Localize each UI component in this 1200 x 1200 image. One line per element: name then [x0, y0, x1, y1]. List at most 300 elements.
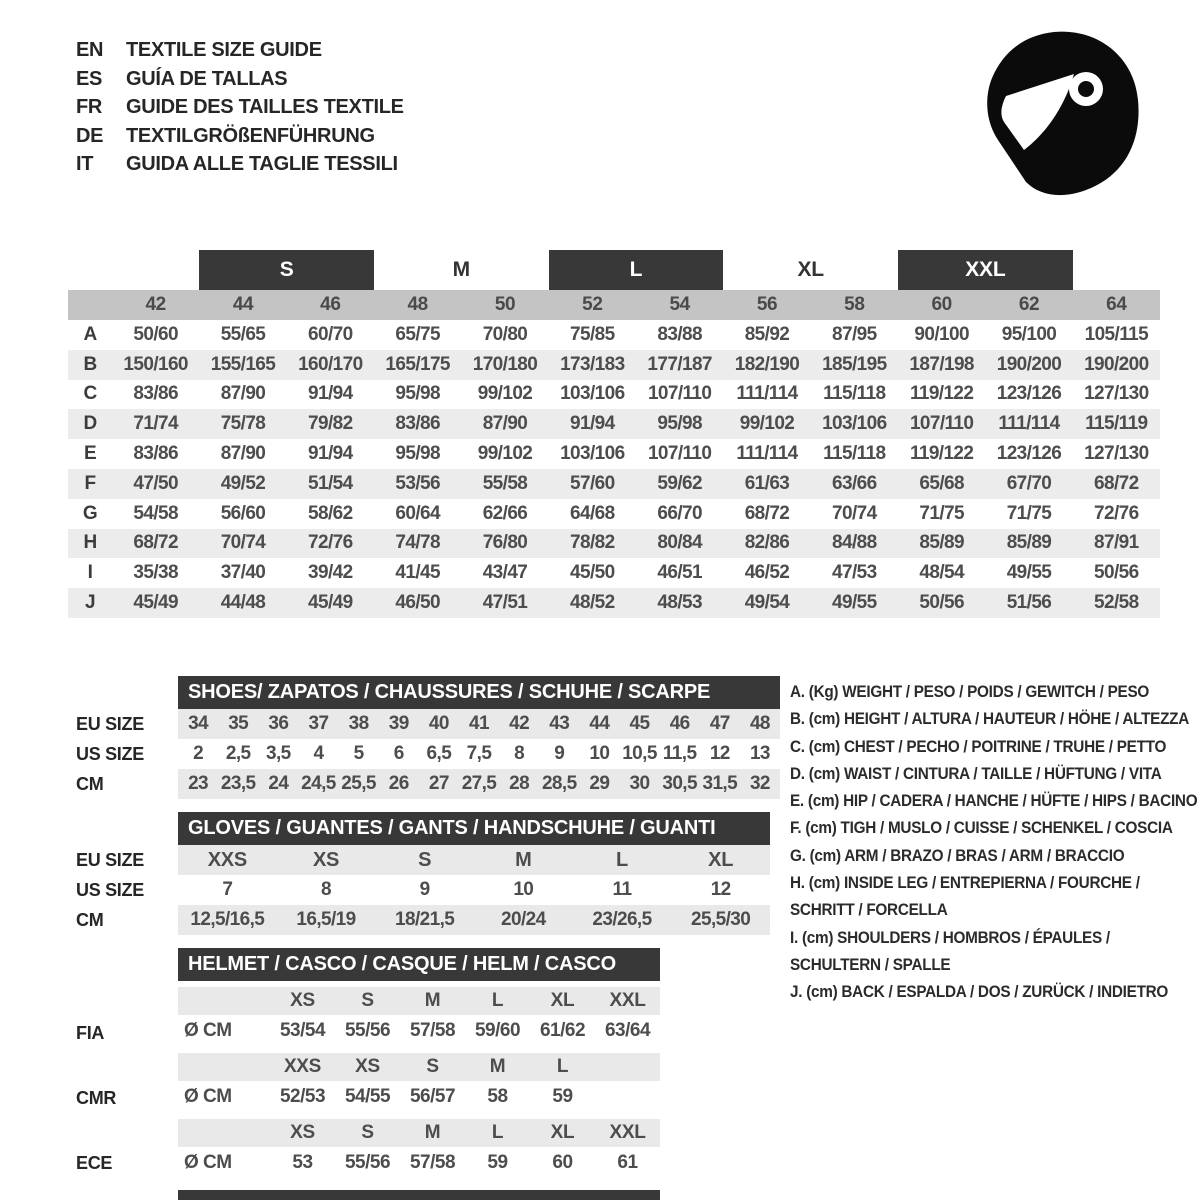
gloves-size-table	[178, 812, 770, 935]
size-cell: 87/90	[220, 443, 266, 465]
helmet-values-row	[178, 1081, 660, 1113]
measurement-row	[68, 469, 1160, 499]
size-cell: 115/119	[1085, 413, 1148, 435]
shoes-eu-size-label: EU SIZE	[76, 714, 144, 734]
row-label: A	[83, 323, 97, 345]
size-cell: 13	[749, 743, 770, 764]
size-cell: 38	[348, 713, 369, 734]
helmet-size-cell: XXL	[609, 990, 646, 1011]
size-cell: 173/183	[560, 353, 625, 375]
size-cell: 35	[228, 713, 249, 734]
size-column-header: 58	[844, 294, 865, 315]
legend-line: F. (cm) TIGH / MUSLO / CUISSE / SCHENKEL / COSCIA	[790, 818, 1173, 838]
size-cell: 127/130	[1084, 443, 1149, 465]
size-cell: 160/170	[298, 353, 363, 375]
helmet-standard-block	[178, 1053, 660, 1113]
gloves-eu-size-label: EU SIZE	[76, 850, 144, 870]
size-cell: 49/54	[744, 592, 790, 614]
shoes-size-table	[178, 676, 780, 799]
helmet-value-cell: 57/58	[409, 1152, 456, 1173]
size-cell: XL	[708, 848, 734, 871]
size-cell: 41/45	[395, 562, 440, 584]
language-label: TEXTILGRÖßENFÜHRUNG	[126, 124, 375, 147]
helmet-size-cell: M	[424, 990, 441, 1011]
size-cell: 45/50	[570, 562, 615, 584]
size-cell: 48/52	[570, 592, 615, 614]
size-column-header: 48	[407, 294, 428, 315]
helmet-value-cell: 56/57	[409, 1086, 456, 1107]
size-cell: 9	[554, 743, 565, 764]
legend-line: B. (cm) HEIGHT / ALTURA / HAUTEUR / HÖHE / ALTEZZA	[790, 709, 1190, 729]
size-cell: XS	[312, 848, 340, 871]
size-cell: 50/56	[1094, 562, 1139, 584]
size-cell: 57/60	[570, 472, 615, 494]
size-cell: XXS	[207, 848, 247, 871]
helmet-value-cell: 61	[617, 1152, 638, 1173]
size-cell: 58/62	[308, 502, 353, 524]
size-cell: 6	[393, 743, 404, 764]
size-cell: 6,5	[426, 743, 452, 764]
helmet-size-cell: M	[424, 1122, 441, 1143]
size-cell: 107/110	[647, 443, 712, 465]
numeric-size-header-row	[68, 290, 1160, 320]
measurement-row	[68, 320, 1160, 350]
legend-line: H. (cm) INSIDE LEG / ENTREPIERNA / FOURCHE /	[790, 873, 1140, 893]
size-column-header: 42	[145, 294, 166, 315]
size-cell: 111/114	[998, 413, 1060, 435]
measurement-row	[68, 439, 1160, 469]
racing-helmet-icon	[962, 26, 1152, 204]
size-cell: 11,5	[662, 743, 697, 764]
size-cell: 31,5	[702, 773, 738, 794]
size-cell: 99/102	[477, 443, 533, 465]
size-cell: 32	[749, 773, 770, 794]
legend-line: G. (cm) ARM / BRAZO / BRAS / ARM / BRACCIO	[790, 845, 1125, 865]
size-cell: 27	[428, 773, 449, 794]
helmet-section-title: HELMET / CASCO / CASQUE / HELM / CASCO	[178, 948, 660, 981]
row-label: E	[83, 443, 97, 465]
diameter-label: Ø CM	[184, 1086, 232, 1107]
helmet-size-cell: L	[491, 1122, 504, 1143]
size-cell: 90/100	[914, 323, 969, 345]
legend-line: J. (cm) BACK / ESPALDA / DOS / ZURÜCK / INDIETRO	[790, 982, 1169, 1002]
size-cell: 46	[669, 713, 690, 734]
size-cell: 62/66	[482, 502, 528, 524]
language-row	[76, 93, 404, 122]
size-cell: 80/84	[657, 532, 702, 554]
helmet-value-cell: 59	[487, 1152, 508, 1173]
size-cell: 28	[509, 773, 530, 794]
size-column-header: 56	[756, 294, 778, 315]
size-cell: 82/86	[744, 532, 790, 554]
size-cell: L	[616, 848, 628, 871]
size-cell: M	[515, 848, 532, 871]
size-cell: 28,5	[541, 773, 577, 794]
language-row	[76, 36, 404, 65]
size-cell: 60/64	[395, 502, 440, 524]
size-cell: 85/89	[919, 532, 964, 554]
size-cell: 49/55	[1006, 562, 1052, 584]
helmet-standard-block	[178, 987, 660, 1047]
size-cell: 3,5	[266, 743, 291, 764]
table-row	[178, 905, 770, 935]
language-list	[76, 36, 404, 179]
size-cell: 48/54	[919, 562, 964, 584]
helmet-size-cell: XL	[550, 990, 575, 1011]
size-cell: 47/50	[133, 472, 178, 494]
helmet-size-cell: XL	[550, 1122, 575, 1143]
size-cell: 47/53	[832, 562, 877, 584]
measurement-row	[68, 409, 1160, 439]
size-cell: 123/126	[996, 443, 1062, 465]
helmet-size-cell: XS	[355, 1056, 380, 1077]
size-cell: 87/95	[832, 323, 877, 345]
size-cell: 12	[709, 743, 730, 764]
size-cell: 99/102	[739, 413, 795, 435]
size-cell: 16,5/19	[296, 909, 356, 930]
size-cell: 37/40	[220, 562, 266, 584]
size-cell: 11	[612, 879, 632, 900]
size-cell: 24	[268, 773, 289, 794]
size-cell: 39/42	[308, 562, 353, 584]
size-cell: 72/76	[308, 532, 353, 554]
size-cell: 61/63	[744, 472, 790, 494]
size-cell: 10	[513, 879, 534, 900]
size-cell: 45	[629, 713, 650, 734]
size-cell: 4	[313, 743, 324, 764]
helmet-value-cell: 60	[552, 1152, 573, 1173]
helmet-value-cell: 57/58	[409, 1020, 456, 1041]
size-cell: 66/70	[657, 502, 702, 524]
size-cell: 70/74	[832, 502, 877, 524]
helmet-value-cell: 55/56	[344, 1020, 391, 1041]
size-cell: 36	[268, 713, 289, 734]
size-cell: 95/98	[395, 443, 440, 465]
measurement-row	[68, 380, 1160, 410]
size-cell: 85/92	[744, 323, 790, 345]
size-cell: 9	[419, 879, 430, 900]
helmet-size-cell: L	[556, 1056, 569, 1077]
legend-line: I. (cm) SHOULDERS / HOMBROS / ÉPAULES /	[790, 927, 1110, 947]
size-cell: 111/114	[736, 383, 798, 405]
size-cell: 51/54	[308, 472, 353, 494]
shoes-cm-label: CM	[76, 774, 104, 794]
size-cell: 54/58	[133, 502, 178, 524]
size-cell: 123/126	[996, 383, 1062, 405]
size-cell: 44/48	[220, 592, 266, 614]
size-cell: 25,5/30	[691, 909, 751, 930]
helmet-standard-ece-label: ECE	[76, 1153, 113, 1173]
size-cell: 170/180	[472, 353, 538, 375]
measurement-row	[68, 529, 1160, 559]
size-cell: 53/56	[395, 472, 440, 494]
row-label: F	[84, 472, 96, 494]
size-column-header: 50	[494, 294, 516, 315]
helmet-size-table	[178, 948, 660, 1179]
measurement-legend	[790, 678, 1200, 1006]
size-cell: 48	[749, 713, 770, 734]
shoes-section-title: SHOES/ ZAPATOS / CHAUSSURES / SCHUHE / SCARPE	[178, 676, 780, 709]
size-cell: 27,5	[461, 773, 497, 794]
row-label: I	[87, 562, 93, 584]
size-cell: 99/102	[477, 383, 533, 405]
helmet-value-cell: 54/55	[344, 1086, 391, 1107]
row-label: B	[83, 353, 97, 375]
size-cell: 40	[428, 713, 449, 734]
size-column-header: 52	[582, 294, 603, 315]
language-label: GUÍA DE TALLAS	[126, 67, 288, 90]
size-cell: 56/60	[220, 502, 266, 524]
size-cell: 50/56	[919, 592, 964, 614]
size-cell: 177/187	[647, 353, 712, 375]
size-cell: 115/118	[823, 383, 886, 405]
size-cell: 39	[388, 713, 409, 734]
size-cell: 44	[589, 713, 610, 734]
size-cell: 72/76	[1094, 502, 1139, 524]
size-cell: 67/70	[1006, 472, 1052, 494]
racing-helmet-graphic	[962, 26, 1152, 204]
size-column-header: 64	[1106, 294, 1127, 315]
language-row	[76, 150, 404, 179]
row-label: C	[83, 383, 97, 405]
size-cell: 10,5	[622, 743, 657, 764]
size-group-header: XL	[797, 258, 824, 281]
helmet-value-cell: 53	[292, 1152, 313, 1173]
size-column-header: 60	[931, 294, 952, 315]
shoes-us-size-label: US SIZE	[76, 744, 144, 764]
size-cell: 75/85	[570, 323, 615, 345]
size-cell: 46/51	[657, 562, 702, 584]
size-group-header-row	[68, 250, 1160, 290]
size-cell: 71/75	[919, 502, 964, 524]
size-column-header: 46	[320, 294, 341, 315]
legend-line: C. (cm) CHEST / PECHO / POITRINE / TRUHE / PETTO	[790, 736, 1167, 756]
helmet-size-cell: XXL	[609, 1122, 646, 1143]
legend-line: D. (cm) WAIST / CINTURA / TAILLE / HÜFTUNG / VITA	[790, 763, 1162, 783]
size-cell: 55/58	[482, 472, 528, 494]
size-column-header: 44	[232, 294, 254, 315]
measurement-row	[68, 558, 1160, 588]
row-label: H	[83, 532, 97, 554]
measurement-row	[68, 350, 1160, 380]
helmet-sizes-row	[178, 1119, 660, 1147]
size-group-header: S	[199, 250, 374, 290]
measurement-row	[68, 588, 1160, 618]
size-cell: 65/75	[395, 323, 440, 345]
size-cell: 35/38	[133, 562, 178, 584]
size-cell: 37	[308, 713, 329, 734]
language-code: EN	[76, 39, 104, 61]
helmet-value-cell: 63/64	[604, 1020, 651, 1041]
size-cell: 107/110	[909, 413, 974, 435]
size-column-header: 54	[669, 294, 690, 315]
size-cell: 119/122	[909, 383, 974, 405]
language-row	[76, 122, 404, 151]
size-column-header: 62	[1018, 294, 1040, 315]
size-cell: 42	[509, 713, 530, 734]
cropped-section-bar	[178, 1190, 660, 1200]
size-cell: 87/90	[220, 383, 266, 405]
size-cell: 70/74	[220, 532, 266, 554]
legend-line: SCHRITT / FORCELLA	[790, 900, 948, 920]
size-cell: 95/98	[395, 383, 440, 405]
language-label: GUIDE DES TAILLES TEXTILE	[126, 96, 404, 118]
size-cell: 107/110	[647, 383, 712, 405]
helmet-sizes-row	[178, 987, 660, 1015]
helmet-value-cell: 55/56	[344, 1152, 391, 1173]
size-cell: 85/89	[1006, 532, 1052, 554]
size-cell: 51/56	[1006, 592, 1052, 614]
size-cell: 91/94	[308, 383, 353, 405]
helmet-values-row	[178, 1015, 660, 1047]
size-cell: 103/106	[560, 443, 625, 465]
helmet-standard-block	[178, 1119, 660, 1179]
size-cell: 18/21,5	[395, 909, 455, 930]
size-cell: 119/122	[909, 443, 974, 465]
helmet-value-cell: 59	[552, 1086, 573, 1107]
gloves-us-size-label: US SIZE	[76, 880, 144, 900]
size-cell: 29	[589, 773, 610, 794]
size-cell: 68/72	[744, 502, 790, 524]
helmet-value-cell: 53/54	[279, 1020, 326, 1041]
table-row	[178, 709, 780, 739]
size-cell: 103/106	[822, 413, 887, 435]
size-cell: 8	[321, 879, 331, 900]
size-cell: 150/160	[123, 353, 188, 375]
size-cell: 68/72	[1094, 472, 1139, 494]
size-cell: 70/80	[482, 323, 528, 345]
size-cell: 5	[353, 743, 364, 764]
size-cell: 63/66	[832, 472, 877, 494]
helmet-values-row	[178, 1147, 660, 1179]
size-cell: 20/24	[501, 909, 546, 930]
helmet-standard-cmr-label: CMR	[76, 1088, 117, 1108]
row-label: G	[82, 502, 98, 524]
size-cell: 30,5	[662, 773, 697, 794]
helmet-size-cell: XXS	[283, 1056, 322, 1077]
size-group-header: M	[452, 258, 470, 281]
size-cell: 47/51	[482, 592, 528, 614]
size-cell: 91/94	[308, 443, 353, 465]
size-cell: 43	[549, 713, 570, 734]
size-cell: 83/86	[395, 413, 440, 435]
helmet-standard-blocks	[178, 987, 660, 1179]
size-cell: 71/74	[133, 413, 178, 435]
apparel-size-table	[68, 250, 1160, 618]
size-cell: 75/78	[220, 413, 266, 435]
size-cell: 30	[629, 773, 650, 794]
table-row	[178, 739, 780, 769]
helmet-size-cell: M	[489, 1056, 506, 1077]
size-cell: 165/175	[385, 353, 450, 375]
size-cell: 190/200	[1084, 353, 1149, 375]
row-label: J	[85, 592, 95, 614]
size-cell: 190/200	[996, 353, 1062, 375]
measurement-row	[68, 499, 1160, 529]
size-cell: 76/80	[482, 532, 528, 554]
size-group-header: XXL	[898, 250, 1073, 290]
size-cell: 83/88	[657, 323, 702, 345]
size-cell: 12,5/16,5	[190, 909, 265, 930]
size-cell: 187/198	[909, 353, 974, 375]
table-row	[178, 875, 770, 905]
size-cell: 115/118	[823, 443, 886, 465]
size-cell: 41	[469, 713, 489, 734]
size-cell: 127/130	[1084, 383, 1149, 405]
size-cell: 52/58	[1094, 592, 1139, 614]
size-cell: 12	[710, 879, 731, 900]
size-cell: 25,5	[341, 773, 376, 794]
helmet-sizes-row	[178, 1053, 660, 1081]
size-cell: 68/72	[133, 532, 178, 554]
gloves-cm-label: CM	[76, 910, 104, 930]
size-cell: 34	[188, 713, 209, 734]
helmet-value-cell: 52/53	[279, 1086, 326, 1107]
helmet-value-cell: 58	[487, 1086, 508, 1107]
size-cell: 91/94	[570, 413, 615, 435]
size-cell: 74/78	[395, 532, 440, 554]
size-cell: 46/52	[744, 562, 790, 584]
legend-line: A. (Kg) WEIGHT / PESO / POIDS / GEWITCH / PESO	[790, 682, 1150, 701]
size-cell: 185/195	[822, 353, 887, 375]
size-cell: 7,5	[466, 743, 492, 764]
size-cell: 10	[589, 743, 610, 764]
size-cell: 59/62	[657, 472, 702, 494]
size-cell: 8	[514, 743, 525, 764]
size-cell: 45/49	[133, 592, 178, 614]
size-cell: 26	[388, 773, 409, 794]
measurement-rows	[68, 320, 1160, 618]
table-row	[178, 845, 770, 875]
size-cell: 83/86	[133, 383, 178, 405]
size-cell: 43/47	[482, 562, 528, 584]
size-cell: 60/70	[308, 323, 353, 345]
language-row	[76, 65, 404, 94]
legend-line: E. (cm) HIP / CADERA / HANCHE / HÜFTE / HIPS / BACINO	[790, 791, 1198, 811]
helmet-size-cell: L	[491, 990, 504, 1011]
size-cell: 7	[222, 879, 233, 900]
size-cell: 49/55	[832, 592, 877, 614]
size-cell: 24,5	[301, 773, 336, 794]
helmet-size-cell: S	[426, 1056, 439, 1077]
size-cell: 105/115	[1084, 323, 1149, 345]
gloves-rows	[178, 845, 770, 935]
size-cell: 47	[709, 713, 730, 734]
shoes-rows	[178, 709, 780, 799]
size-cell: 46/50	[395, 592, 440, 614]
diameter-label: Ø CM	[184, 1152, 232, 1173]
size-cell: 48/53	[657, 592, 702, 614]
size-cell: 87/90	[482, 413, 528, 435]
helmet-size-cell: XS	[290, 1122, 315, 1143]
size-cell: 23	[188, 773, 209, 794]
legend-line: SCHULTERN / SPALLE	[790, 954, 951, 974]
size-cell: 182/190	[734, 353, 800, 375]
diameter-label: Ø CM	[184, 1020, 232, 1041]
size-cell: 103/106	[560, 383, 625, 405]
helmet-standard-fia-label: FIA	[76, 1023, 105, 1043]
size-cell: 45/49	[308, 592, 353, 614]
language-label: GUIDA ALLE TAGLIE TESSILI	[126, 153, 398, 175]
size-cell: 95/100	[1001, 323, 1057, 345]
size-cell: 84/88	[832, 532, 877, 554]
size-cell: 155/165	[210, 353, 276, 375]
size-cell: 2	[193, 743, 204, 764]
size-cell: 111/114	[736, 443, 798, 465]
size-cell: 95/98	[657, 413, 702, 435]
table-row	[178, 769, 780, 799]
size-cell: 83/86	[133, 443, 178, 465]
